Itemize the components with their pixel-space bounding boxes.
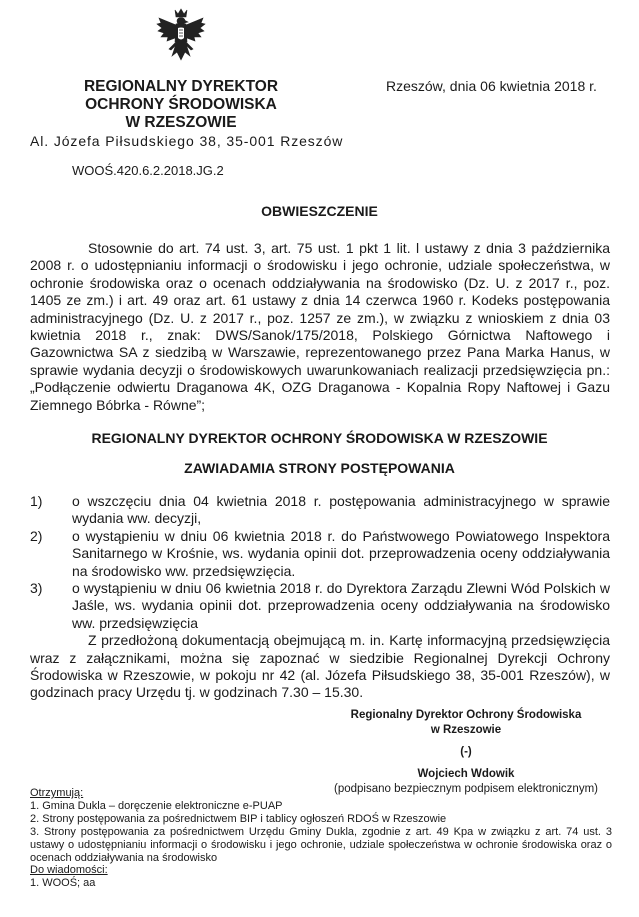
authority-address: Al. Józefa Piłsudskiego 38, 35-001 Rzeszów xyxy=(30,133,344,149)
list-item-number: 1) xyxy=(30,493,43,509)
cc-heading: Do wiadomości: xyxy=(30,864,108,877)
list-item-number: 3) xyxy=(30,580,43,597)
list-item xyxy=(30,580,610,632)
recipient-item: 3. Strony postępowania za pośrednictwem Urzędu Gminy Dukla, zgodnie z art. 49 Kpa w związku z art. 74 ust. 3 ustawy o udostępnianiu informacji o środowisku i jego ochronie, udziale społeczeństwa w ochronie środowiska oraz o ocenach oddziaływania na środowisko xyxy=(30,825,612,864)
list-item xyxy=(30,528,610,580)
list-item-number: 2) xyxy=(30,527,43,544)
recipients-section xyxy=(30,787,612,890)
list-item xyxy=(30,493,610,528)
authority-header xyxy=(60,78,302,132)
intro-paragraph: Stosownie do art. 74 ust. 3, art. 75 ust. 1 pkt 1 lit. l ustawy z dnia 3 października 2008 r. o udostępnianiu informacji o środowisku i jego ochronie, udziale społeczeństwa, w ochronie środowiska oraz o ocenach oddziaływania na środowisko (Dz. U. z 2017 r., poz. 1405 ze zm.) i art. 49 oraz art. 61 ustawy z dnia 14 czerwca 1960 r. Kodeks postępowania administracyjnego (Dz. U. z 2017 r., poz. 1257 ze zm.), w związku z wnioskiem z dnia 03 kwietnia 2018 r., znak: DWS/Sanok/175/2018, Polskiego Górnictwa Naftowego i Gazownictwa SA z siedzibą w Warszawie, reprezentowanego przez Pana Marka Hanus, w sprawie wydania decyzji o środowiskowych uwarunkowaniach realizacji przedsięwzięcia pn.: „Podłączenie odwiertu Draganowa 4K, OZG Draganowa - Kopalnia Ropy Naftowej i Gazu Ziemnego Bóbrka - Równe”; xyxy=(30,240,610,413)
cc-item: 1. WOOŚ; aa xyxy=(30,877,96,890)
case-reference: WOOŚ.420.6.2.2018.JG.2 xyxy=(72,163,224,178)
signature-mark: (-) xyxy=(460,746,472,758)
recipient-item: 1. Gmina Dukla – doręczenie elektroniczne e-PUAP xyxy=(30,799,283,812)
signatory-title-1: Regionalny Dyrektor Ochrony Środowiska xyxy=(350,709,582,721)
notification-list xyxy=(30,493,610,702)
recipients-heading: Otrzymują: xyxy=(30,787,84,799)
list-item-text: o wszczęciu dnia 04 kwietnia 2018 r. postępowania administracyjnego w sprawie wydania ww. decyzji, xyxy=(72,493,610,527)
notification-heading: ZAWIADAMIA STRONY POSTĘPOWANIA xyxy=(184,460,455,476)
signature-block xyxy=(316,708,616,797)
list-item-text: o wystąpieniu w dniu 06 kwietnia 2018 r. do Dyrektora Zarządu Zlewni Wód Polskich w Jaśle, ws. wydania opinii dot. przeprowadzenia oceny oddziaływania na środowisko ww. przedsięwzięcia xyxy=(72,580,610,631)
authority-line-2: OCHRONY ŚRODOWISKA xyxy=(85,96,277,113)
polish-eagle-emblem-icon xyxy=(155,6,207,70)
closing-paragraph: Z przedłożoną dokumentacją obejmującą m. in. Kartę informacyjną przedsięwzięcia wraz z załącznikami, można się zapoznać w siedzibie Regionalnej Dyrekcji Ochrony Środowiska w Rzeszowie, w pokoju nr 42 (al. Józefa Piłsudskiego 38, 35-001 Rzeszów), w godzinach pracy Urzędu tj. w godzinach 7.30 – 15.30. xyxy=(30,632,610,701)
signatory-title-2: w Rzeszowie xyxy=(430,724,502,736)
recipient-item: 2. Strony postępowania za pośrednictwem BIP i tablicy ogłoszeń RDOŚ w Rzeszowie xyxy=(30,812,447,825)
list-item-text: o wystąpieniu w dniu 06 kwietnia 2018 r. do Państwowego Powiatowego Inspektora Sanitarnego w Krośnie, ws. wydania opinii dot. przeprowadzenia oceny oddziaływania na środowisko ww. przedsięwzięcia. xyxy=(72,527,610,579)
signature-note: (podpisano bezpiecznym podpisem elektronicznym) xyxy=(334,783,598,795)
place-and-date: Rzeszów, dnia 06 kwietnia 2018 r. xyxy=(386,78,597,94)
authority-line-1: REGIONALNY DYREKTOR xyxy=(83,78,279,95)
signatory-name: Wojciech Wdowik xyxy=(417,768,515,780)
authority-line-3: W RZESZOWIE xyxy=(125,114,237,131)
document-title: OBWIESZCZENIE xyxy=(261,203,378,219)
authority-heading: REGIONALNY DYREKTOR OCHRONY ŚRODOWISKA W RZESZOWIE xyxy=(91,430,548,446)
